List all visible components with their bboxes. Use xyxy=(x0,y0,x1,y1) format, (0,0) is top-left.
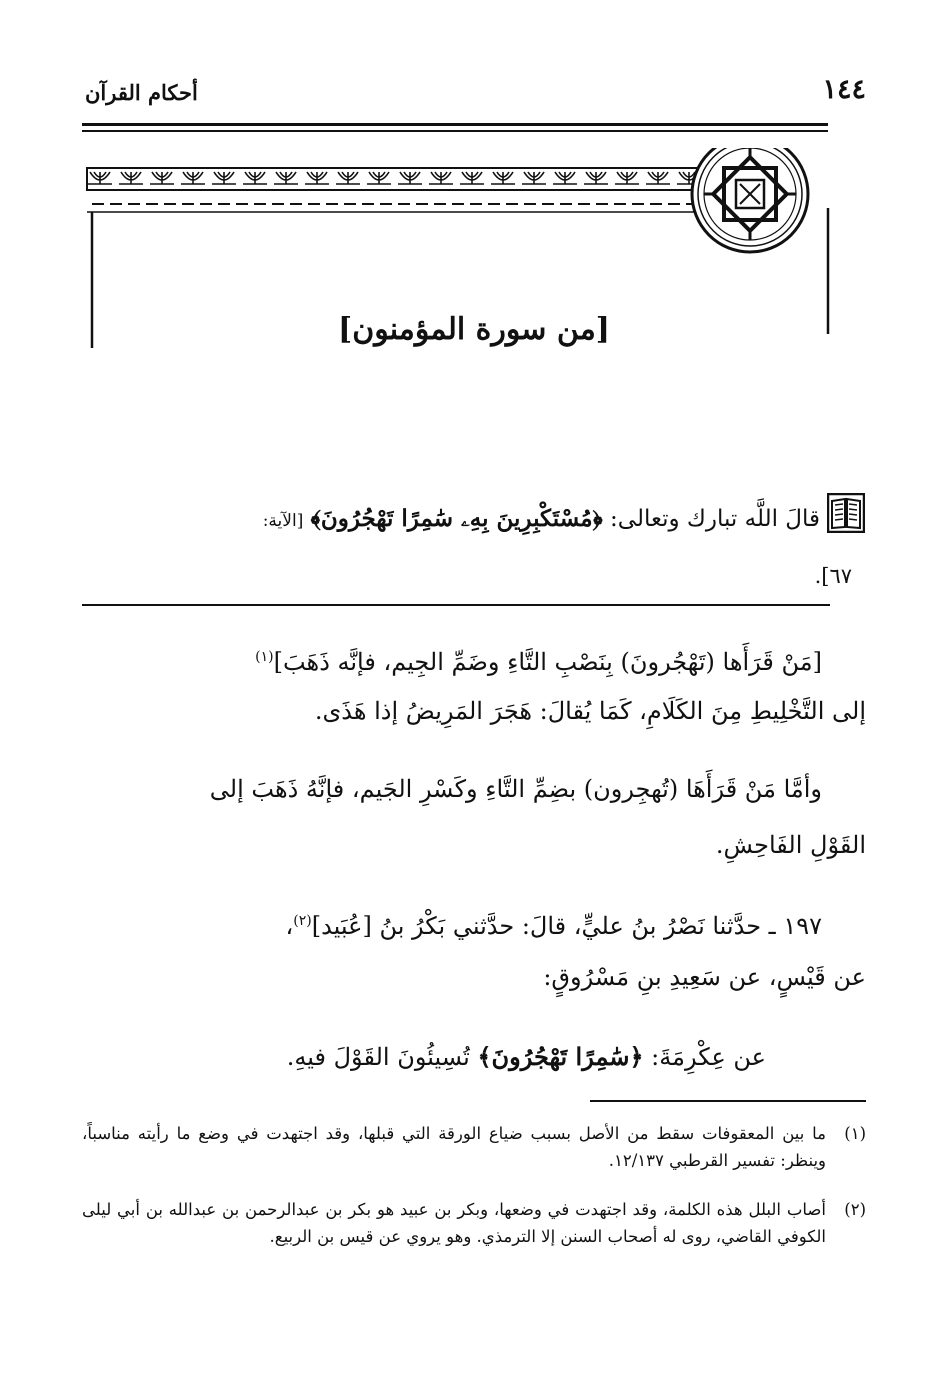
verse-reference-start: [الآية: xyxy=(262,511,304,531)
geometric-star-medallion-icon xyxy=(692,148,808,252)
footnote-2 xyxy=(82,1196,866,1250)
paragraph-1-line-1 xyxy=(82,630,822,689)
floral-motif-icon xyxy=(119,172,143,184)
floral-motif-icon xyxy=(305,172,329,184)
paragraph-1-line-2: إلى التَّخْلِيطِ مِنَ الكَلَامِ، كَمَا يُقالَ: هَجَرَ المَرِيضُ إذا هَذَى. xyxy=(314,697,866,725)
header-rule-thick xyxy=(82,123,828,126)
footnote-2-number: (٢) xyxy=(844,1200,866,1219)
page-number: ١٤٤ xyxy=(822,74,866,105)
chapter-title: [من سورة المؤمنون] xyxy=(338,312,610,347)
floral-motif-icon xyxy=(584,172,608,184)
footnote-rule xyxy=(590,1100,866,1102)
floral-motif-icon xyxy=(491,172,515,184)
floral-motif-icon xyxy=(646,172,670,184)
floral-motif-icon xyxy=(88,172,112,184)
header-rule-thin xyxy=(82,130,828,132)
hadith-chain-text: ١٩٧ ـ حدَّثنا نَصْرُ بنُ عليٍّ، قالَ: حدَّثني بَكْرُ بنُ [عُبَيد] xyxy=(311,912,822,940)
paragraph-3-line-1 xyxy=(82,894,822,953)
paragraph-3-line-2: عن قَيْسٍ، عن سَعِيدِ بنِ مَسْرُوقٍ: xyxy=(543,963,866,991)
floral-motif-icon xyxy=(367,172,391,184)
paragraph-4-start: عن عِكْرِمَةَ: xyxy=(651,1043,766,1071)
footnote-1-text: ما بين المعقوفات سقط من الأصل بسبب ضياع الورقة التي قبلها، وقد اجتهدت في وضع ما رأيته مناسباً، وينظر: تفسير القرطبي ١٢/١٣٧. xyxy=(82,1124,826,1170)
paragraph-4-ayah: ﴿سَٰمِرًا تَهْجُرُونَ﴾ xyxy=(477,1042,644,1071)
verse-line xyxy=(80,505,820,532)
paragraph-2-line-2: القَوْلِ الفَاحِشِ. xyxy=(715,831,866,859)
book-title: أحكام القرآن xyxy=(85,80,198,105)
floral-motif-icon xyxy=(398,172,422,184)
paragraph-1-text: [مَنْ قَرَأَها (تَهْجُرونَ) بِنَصْبِ التَّاءِ وضَمِّ الجِيم، فإنَّه ذَهَبَ] xyxy=(273,648,822,676)
ornament-band xyxy=(87,168,702,190)
footnote-ref-1: (١) xyxy=(255,649,274,665)
paragraph-2-line-1: وأمَّا مَنْ قَرَأَهَا (تُهجِرون) بضِمِّ التَّاءِ وكَسْرِ الجَيم، فإنَّهُ ذَهَبَ إلى xyxy=(209,775,822,803)
verse-rule xyxy=(82,604,830,606)
floral-motif-icon xyxy=(181,172,205,184)
verse-intro: قالَ اللَّه تبارك وتعالى: xyxy=(610,506,820,532)
ornament-band-motifs xyxy=(88,172,701,184)
paragraph-4 xyxy=(287,1030,766,1084)
floral-motif-icon xyxy=(429,172,453,184)
floral-motif-icon xyxy=(460,172,484,184)
open-book-icon xyxy=(827,493,865,533)
floral-motif-icon xyxy=(212,172,236,184)
floral-motif-icon xyxy=(522,172,546,184)
floral-motif-icon xyxy=(243,172,267,184)
floral-motif-icon xyxy=(336,172,360,184)
footnote-ref-2: (٢) xyxy=(293,913,312,929)
verse-reference-end: ٦٧]. xyxy=(814,564,852,588)
footnote-1-number: (١) xyxy=(844,1124,866,1143)
paragraph-4-end: تُسِيئُونَ القَوْلَ فيهِ. xyxy=(286,1043,470,1071)
floral-motif-icon xyxy=(150,172,174,184)
floral-motif-icon xyxy=(274,172,298,184)
verse-ayah: ﴿مُسْتَكْبِرِينَ بِهِۦ سَٰمِرًا تَهْجُرُونَ﴾ xyxy=(310,505,603,532)
floral-motif-icon xyxy=(553,172,577,184)
footnote-2-text: أصاب البلل هذه الكلمة، وقد اجتهدت في وضعها، وبكر بن عبيد هو بكر بن عبدالرحمن بن عبدالله بن أبي ليلى الكوفي القاضي، روى له أصحاب السنن إلا الترمذي. وهو يروي عن قيس بن الربيع. xyxy=(82,1200,826,1246)
footnote-1 xyxy=(82,1120,866,1174)
floral-motif-icon xyxy=(615,172,639,184)
hadith-chain-comma: ، xyxy=(285,912,294,940)
